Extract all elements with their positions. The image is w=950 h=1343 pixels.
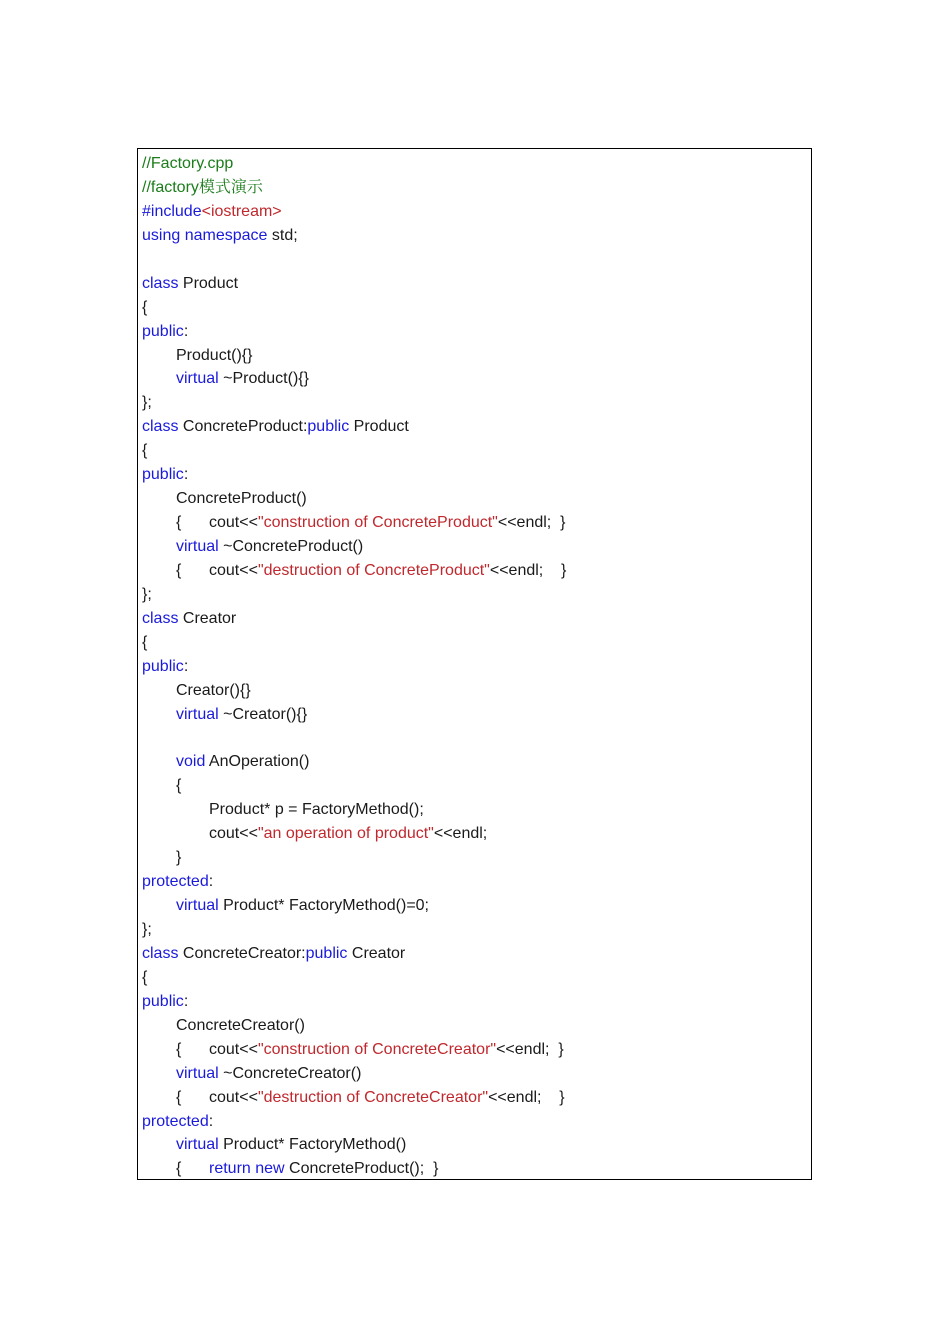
code-keyword: virtual xyxy=(176,370,219,388)
code-line xyxy=(142,272,566,296)
code-text: { xyxy=(142,298,148,316)
code-line xyxy=(142,679,566,703)
code-keyword: protected xyxy=(142,873,209,891)
code-line xyxy=(142,511,566,535)
code-line xyxy=(142,320,566,344)
code-keyword: public xyxy=(142,322,184,340)
code-keyword: return new xyxy=(209,1160,285,1178)
code-line xyxy=(142,1157,566,1180)
code-text: <<endl; xyxy=(433,825,488,843)
code-keyword: public xyxy=(142,657,184,675)
code-text: Product* p = FactoryMethod(); xyxy=(209,801,424,819)
code-text: }; xyxy=(142,585,152,603)
code-text: : xyxy=(183,657,189,675)
code-string: "destruction of ConcreteProduct" xyxy=(257,561,490,579)
code-text: Creator(){} xyxy=(176,681,251,699)
code-text: ConcreteCreator: xyxy=(178,944,306,962)
code-line xyxy=(142,200,566,224)
code-string: <iostream> xyxy=(201,202,282,220)
code-text: } xyxy=(176,849,182,867)
code-line xyxy=(142,990,566,1014)
code-text: { xyxy=(142,442,148,460)
code-text: <<endl; } xyxy=(489,561,567,579)
code-line xyxy=(142,176,566,200)
code-keyword: class xyxy=(142,609,179,627)
code-text: : xyxy=(208,873,214,891)
code-line xyxy=(142,894,566,918)
code-text: AnOperation() xyxy=(205,753,310,771)
code-line xyxy=(142,655,566,679)
code-line xyxy=(142,1038,566,1062)
code-keyword: void xyxy=(176,753,206,771)
code-line xyxy=(142,535,566,559)
code-text: cout<< xyxy=(209,514,258,532)
code-string: "an operation of product" xyxy=(257,825,434,843)
code-line xyxy=(142,1133,566,1157)
code-line xyxy=(142,727,566,751)
code-line xyxy=(142,798,566,822)
code-keyword: #include xyxy=(142,202,202,220)
code-line xyxy=(142,583,566,607)
code-line xyxy=(142,439,566,463)
code-line xyxy=(142,846,566,870)
code-line xyxy=(142,631,566,655)
code-text: : xyxy=(208,1112,214,1130)
code-string: "construction of ConcreteCreator" xyxy=(257,1040,497,1058)
code-line xyxy=(142,822,566,846)
code-text: { xyxy=(176,514,182,532)
code-keyword: class xyxy=(142,418,179,436)
code-text: Creator xyxy=(178,609,237,627)
code-line xyxy=(142,463,566,487)
code-text: ~ConcreteCreator() xyxy=(218,1064,362,1082)
code-text: { xyxy=(176,1040,182,1058)
code-line xyxy=(142,918,566,942)
code-line xyxy=(142,703,566,727)
code-text: { xyxy=(176,1160,182,1178)
code-line xyxy=(142,750,566,774)
code-text: { xyxy=(142,968,148,986)
code-keyword: public xyxy=(142,466,184,484)
code-line xyxy=(142,367,566,391)
code-string: "construction of ConcreteProduct" xyxy=(257,514,498,532)
code-keyword: using namespace xyxy=(142,226,268,244)
code-text: : xyxy=(183,992,189,1010)
code-line xyxy=(142,1062,566,1086)
code-keyword: class xyxy=(142,274,179,292)
code-text: Product xyxy=(178,274,239,292)
code-keyword: class xyxy=(142,944,179,962)
code-line xyxy=(142,1110,566,1134)
code-text: Product* FactoryMethod() xyxy=(218,1136,407,1154)
code-line xyxy=(142,1014,566,1038)
code-text: cout<< xyxy=(209,825,258,843)
code-text: : xyxy=(183,466,189,484)
code-text: std; xyxy=(267,226,298,244)
code-line xyxy=(142,152,566,176)
code-keyword: virtual xyxy=(176,897,219,915)
code-text: <<endl; } xyxy=(488,1088,565,1106)
code-lines xyxy=(142,152,566,1180)
code-text: Creator xyxy=(347,944,406,962)
code-text: ConcreteProduct() xyxy=(176,490,307,508)
code-text: { xyxy=(142,633,148,651)
code-line xyxy=(142,391,566,415)
code-keyword: public xyxy=(142,992,184,1010)
code-keyword: virtual xyxy=(176,538,219,555)
code-text: ~Creator(){} xyxy=(218,705,308,723)
code-text: ConcreteCreator() xyxy=(176,1016,305,1034)
code-line xyxy=(142,344,566,368)
code-text: <<endl; } xyxy=(497,514,566,532)
code-keyword: public xyxy=(307,418,350,436)
code-line xyxy=(142,296,566,320)
code-line xyxy=(142,607,566,631)
code-line xyxy=(142,248,566,272)
code-text: ~Product(){} xyxy=(218,370,309,388)
code-comment: //factory模式演示 xyxy=(142,178,263,196)
code-text: Product xyxy=(349,418,409,436)
code-text: { xyxy=(176,561,182,579)
code-text: cout<< xyxy=(209,1040,258,1058)
code-keyword: protected xyxy=(142,1112,209,1130)
code-text: ConcreteProduct(); } xyxy=(284,1160,439,1178)
code-line xyxy=(142,774,566,798)
code-line xyxy=(142,1086,566,1110)
code-comment: //Factory.cpp xyxy=(142,155,234,172)
code-text: Product* FactoryMethod()=0; xyxy=(218,897,429,915)
code-text: { xyxy=(176,777,182,795)
code-text: cout<< xyxy=(209,1088,258,1106)
code-line xyxy=(142,559,566,583)
code-keyword: virtual xyxy=(176,1136,219,1154)
code-text: <<endl; } xyxy=(496,1040,564,1058)
code-line xyxy=(142,224,566,248)
code-keyword: public xyxy=(305,944,348,962)
code-text: { xyxy=(176,1088,182,1106)
code-text: }; xyxy=(142,394,152,412)
code-text: Product(){} xyxy=(176,346,253,364)
code-line xyxy=(142,942,566,966)
code-keyword: virtual xyxy=(176,705,219,723)
code-string: "destruction of ConcreteCreator" xyxy=(257,1088,489,1106)
code-line xyxy=(142,870,566,894)
code-listing-box xyxy=(137,148,812,1180)
code-text: }; xyxy=(142,921,152,938)
code-line xyxy=(142,487,566,511)
code-text: cout<< xyxy=(209,561,258,579)
code-keyword: virtual xyxy=(176,1064,219,1082)
code-text: : xyxy=(183,322,189,340)
code-line xyxy=(142,415,566,439)
code-text: ~ConcreteProduct() xyxy=(218,538,364,555)
code-text: ConcreteProduct: xyxy=(178,418,308,436)
code-line xyxy=(142,966,566,990)
